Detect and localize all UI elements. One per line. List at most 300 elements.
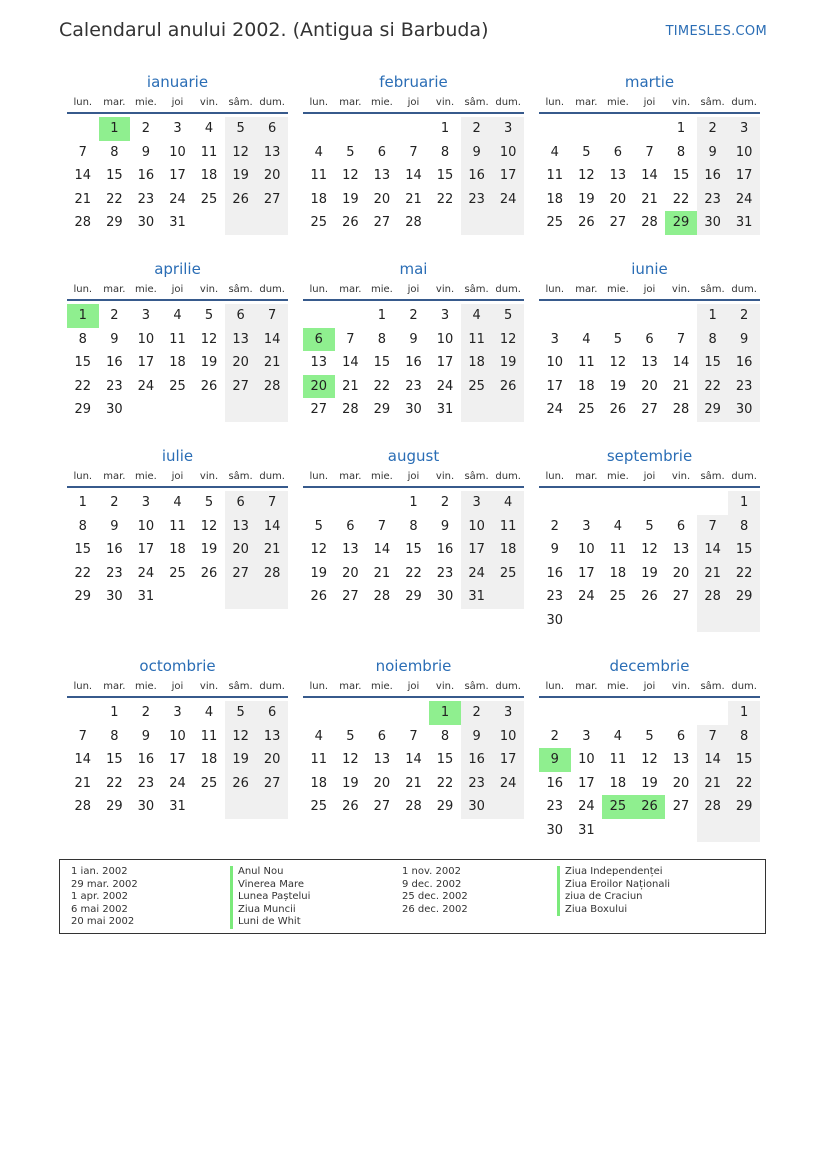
day-cell: 22: [373, 378, 391, 394]
day-cell: 8: [728, 515, 760, 539]
day-cell: 29: [728, 585, 760, 609]
day-cell: 9: [539, 748, 571, 772]
day-cell: 1: [67, 304, 99, 328]
day-cell: 3: [728, 117, 760, 141]
day-cell: 16: [137, 752, 155, 768]
day-cell: 18: [310, 191, 328, 207]
empty-cell: [256, 398, 288, 422]
day-cell: 7: [377, 518, 387, 534]
empty-cell: [366, 117, 398, 141]
day-cell: 17: [169, 752, 186, 768]
weekday-label: vin.: [199, 680, 219, 692]
day-cell: 19: [225, 748, 257, 772]
weekday-label: sâm.: [464, 96, 489, 108]
day-cell: 15: [436, 752, 454, 768]
day-cell: 13: [225, 328, 257, 352]
weekday-label: sâm.: [700, 470, 725, 482]
weekday-label: lun.: [545, 680, 565, 692]
weekday-label: mar.: [575, 283, 598, 295]
weekday-label: vin.: [199, 96, 219, 108]
day-cell: 10: [546, 355, 564, 371]
day-cell: 17: [137, 542, 155, 558]
day-cell: 7: [697, 515, 729, 539]
day-cell: 26: [578, 215, 595, 231]
day-cell: 15: [74, 542, 92, 558]
legend-date: 1 ian. 2002: [71, 866, 128, 877]
day-cell: 10: [728, 141, 760, 165]
day-cell: 2: [728, 304, 760, 328]
day-cell: 30: [106, 402, 123, 418]
weekday-label: mar.: [575, 680, 598, 692]
day-cell: 3: [582, 518, 591, 534]
day-cell: 12: [225, 725, 257, 749]
day-cell: 16: [461, 748, 493, 772]
day-cell: 6: [256, 701, 288, 725]
day-cell: 6: [613, 144, 623, 160]
day-cell: 20: [672, 775, 690, 791]
day-cell: 7: [346, 331, 355, 347]
weekday-label: sâm.: [464, 680, 489, 692]
empty-cell: [256, 795, 288, 819]
day-cell: 1: [99, 117, 131, 141]
day-cell: 29: [106, 799, 123, 815]
weekday-label: vin.: [199, 470, 219, 482]
day-cell: 19: [225, 164, 257, 188]
day-cell: 14: [342, 355, 359, 371]
weekday-label: lun.: [73, 680, 93, 692]
day-cell: 10: [492, 141, 524, 165]
day-cell: 9: [110, 518, 119, 534]
empty-cell: [571, 701, 603, 725]
day-cell: 2: [461, 117, 493, 141]
day-cell: 28: [256, 562, 288, 586]
legend-holiday-name: Ziua Muncii: [238, 903, 296, 915]
legend-dates-2: [402, 866, 468, 916]
empty-cell: [665, 701, 697, 725]
day-cell: 24: [436, 378, 454, 394]
month-februarie: [303, 72, 524, 235]
month-name: septembrie: [606, 447, 693, 465]
day-cell: 11: [609, 542, 627, 558]
day-cell: 17: [578, 565, 595, 581]
day-cell: 18: [310, 775, 328, 791]
legend-date: 6 mai 2002: [71, 903, 128, 915]
weekday-label: sâm.: [228, 470, 253, 482]
day-cell: 23: [106, 565, 123, 581]
month-august: [303, 446, 524, 609]
day-cell: 15: [697, 351, 729, 375]
day-grid: [67, 117, 288, 235]
day-grid: [303, 491, 524, 609]
day-cell: 6: [225, 304, 257, 328]
day-cell: 2: [141, 121, 151, 137]
empty-cell: [225, 795, 257, 819]
day-cell: 19: [609, 378, 627, 394]
weekday-label: lun.: [545, 96, 565, 108]
day-cell: 14: [256, 515, 288, 539]
weekday-label: joi: [407, 283, 420, 295]
empty-cell: [492, 795, 524, 819]
empty-cell: [492, 398, 524, 422]
day-cell: 27: [225, 375, 257, 399]
day-cell: 20: [373, 191, 391, 207]
day-cell: 7: [78, 728, 87, 744]
weekday-header: [67, 676, 288, 698]
weekday-label: mie.: [370, 470, 393, 482]
day-cell: 11: [609, 752, 627, 768]
weekday-label: mar.: [339, 680, 362, 692]
day-cell: 4: [204, 705, 214, 721]
holiday-legend: [59, 859, 766, 934]
weekday-label: vin.: [435, 283, 455, 295]
day-cell: 3: [492, 117, 524, 141]
day-cell: 19: [641, 565, 658, 581]
empty-cell: [303, 701, 335, 725]
day-cell: 26: [342, 215, 359, 231]
brand-logo[interactable]: TIMESLES.COM: [665, 24, 767, 39]
day-cell: 18: [492, 538, 524, 562]
day-grid: [539, 701, 760, 842]
day-cell: 14: [405, 168, 422, 184]
day-cell: 19: [492, 351, 524, 375]
month-noiembrie: [303, 656, 524, 819]
empty-cell: [193, 211, 225, 235]
weekday-header: [67, 92, 288, 114]
weekday-label: vin.: [435, 96, 455, 108]
day-cell: 6: [225, 491, 257, 515]
day-cell: 31: [137, 589, 155, 605]
day-cell: 22: [74, 378, 92, 394]
day-grid: [303, 701, 524, 819]
empty-cell: [665, 609, 697, 633]
empty-cell: [193, 795, 225, 819]
day-cell: 12: [578, 168, 595, 184]
day-cell: 9: [550, 542, 559, 558]
day-cell: 23: [436, 565, 454, 581]
weekday-header: [303, 676, 524, 698]
day-cell: 1: [110, 705, 119, 721]
weekday-label: lun.: [309, 680, 329, 692]
day-cell: 4: [461, 304, 493, 328]
month-aprilie: [67, 259, 288, 422]
weekday-label: joi: [643, 283, 656, 295]
day-cell: 16: [461, 164, 493, 188]
day-cell: 15: [106, 168, 123, 184]
day-grid: [67, 701, 288, 819]
weekday-header: [303, 466, 524, 488]
day-cell: 7: [645, 144, 654, 160]
day-cell: 29: [106, 215, 123, 231]
day-cell: 15: [728, 748, 760, 772]
day-cell: 30: [546, 822, 564, 838]
day-cell: 21: [373, 565, 391, 581]
weekday-label: mar.: [103, 680, 126, 692]
empty-cell: [602, 491, 634, 515]
day-cell: 27: [225, 562, 257, 586]
weekday-label: dum.: [259, 96, 285, 108]
day-cell: 17: [169, 168, 186, 184]
day-cell: 26: [225, 188, 257, 212]
weekday-label: lun.: [73, 96, 93, 108]
day-cell: 12: [641, 752, 658, 768]
day-cell: 27: [672, 799, 690, 815]
day-cell: 19: [310, 565, 328, 581]
day-cell: 24: [169, 775, 186, 791]
empty-cell: [193, 585, 225, 609]
day-cell: 18: [546, 191, 564, 207]
empty-cell: [602, 609, 634, 633]
weekday-label: mie.: [606, 470, 629, 482]
day-cell: 15: [405, 542, 422, 558]
day-cell: 20: [303, 375, 335, 399]
day-cell: 11: [546, 168, 564, 184]
legend-holiday-name: ziua de Craciun: [565, 891, 643, 903]
weekday-label: mie.: [370, 680, 393, 692]
day-cell: 24: [492, 188, 524, 212]
legend-date: 26 dec. 2002: [402, 903, 468, 915]
day-cell: 10: [461, 515, 493, 539]
day-cell: 27: [672, 589, 690, 605]
weekday-label: joi: [643, 470, 656, 482]
day-cell: 22: [672, 191, 690, 207]
day-cell: 16: [106, 355, 123, 371]
day-cell: 23: [461, 772, 493, 796]
day-grid: [539, 117, 760, 235]
day-cell: 30: [546, 612, 564, 628]
day-cell: 24: [137, 565, 155, 581]
empty-cell: [335, 117, 367, 141]
weekday-header: [539, 279, 760, 301]
legend-holiday-name: Ziua Boxului: [565, 903, 628, 915]
empty-cell: [665, 304, 697, 328]
legend-holiday-name: Vinerea Mare: [238, 878, 305, 890]
weekday-header: [67, 279, 288, 301]
weekday-label: sâm.: [228, 680, 253, 692]
day-cell: 11: [169, 331, 186, 347]
day-cell: 9: [440, 518, 450, 534]
weekday-label: joi: [643, 96, 656, 108]
day-cell: 14: [641, 168, 658, 184]
day-cell: 28: [697, 585, 729, 609]
day-cell: 28: [641, 215, 658, 231]
empty-cell: [130, 398, 162, 422]
day-cell: 11: [200, 728, 218, 744]
day-grid: [67, 304, 288, 422]
day-cell: 2: [110, 495, 119, 511]
empty-cell: [602, 819, 634, 843]
day-cell: 22: [74, 565, 92, 581]
day-cell: 27: [373, 799, 391, 815]
day-cell: 5: [492, 304, 524, 328]
empty-cell: [634, 117, 666, 141]
month-name: decembrie: [609, 657, 690, 675]
weekday-label: mie.: [134, 283, 157, 295]
day-cell: 8: [440, 728, 450, 744]
weekday-label: mie.: [134, 96, 157, 108]
day-cell: 4: [173, 495, 182, 511]
day-cell: 6: [676, 518, 686, 534]
day-cell: 5: [314, 518, 323, 534]
legend-names-1: [230, 866, 310, 929]
day-cell: 22: [728, 562, 760, 586]
day-cell: 15: [373, 355, 391, 371]
day-cell: 15: [672, 168, 690, 184]
day-cell: 16: [137, 168, 155, 184]
day-cell: 10: [578, 752, 595, 768]
day-cell: 29: [74, 402, 92, 418]
weekday-header: [67, 466, 288, 488]
day-cell: 5: [645, 518, 654, 534]
day-cell: 21: [405, 775, 422, 791]
weekday-label: dum.: [259, 470, 285, 482]
day-cell: 5: [582, 144, 591, 160]
day-cell: 18: [461, 351, 493, 375]
empty-cell: [335, 491, 367, 515]
day-cell: 5: [204, 308, 214, 324]
month-name: august: [387, 447, 440, 465]
weekday-label: lun.: [73, 470, 93, 482]
weekday-label: mie.: [370, 283, 393, 295]
weekday-label: sâm.: [700, 96, 725, 108]
day-cell: 24: [546, 402, 564, 418]
day-cell: 19: [200, 542, 218, 558]
day-cell: 16: [106, 542, 123, 558]
empty-cell: [697, 609, 729, 633]
day-cell: 5: [225, 117, 257, 141]
day-cell: 21: [672, 378, 690, 394]
day-cell: 5: [204, 495, 214, 511]
day-cell: 21: [697, 562, 729, 586]
day-cell: 2: [409, 308, 418, 324]
month-ianuarie: [67, 72, 288, 235]
empty-cell: [571, 609, 603, 633]
day-cell: 8: [78, 518, 87, 534]
day-cell: 3: [141, 308, 151, 324]
day-cell: 15: [106, 752, 123, 768]
day-cell: 25: [200, 775, 218, 791]
weekday-header: [539, 466, 760, 488]
day-cell: 18: [609, 775, 627, 791]
day-cell: 6: [303, 328, 335, 352]
day-cell: 26: [200, 565, 218, 581]
day-cell: 6: [377, 728, 387, 744]
day-cell: 21: [342, 378, 359, 394]
day-cell: 4: [582, 331, 591, 347]
day-grid: [539, 491, 760, 632]
weekday-label: mie.: [134, 680, 157, 692]
day-cell: 17: [137, 355, 155, 371]
weekday-label: mar.: [339, 96, 362, 108]
day-cell: 24: [137, 378, 155, 394]
weekday-label: mar.: [103, 470, 126, 482]
day-cell: 9: [409, 331, 418, 347]
legend-holiday-name: Lunea Paștelui: [238, 891, 311, 903]
day-cell: 26: [200, 378, 218, 394]
month-name: noiembrie: [375, 657, 452, 675]
day-cell: 4: [613, 728, 623, 744]
month-mai: [303, 259, 524, 422]
day-cell: 28: [405, 799, 422, 815]
day-cell: 1: [429, 701, 461, 725]
weekday-label: mie.: [134, 470, 157, 482]
day-cell: 18: [200, 168, 218, 184]
day-cell: 4: [314, 728, 323, 744]
empty-cell: [256, 585, 288, 609]
weekday-label: dum.: [731, 283, 757, 295]
legend-date: 25 dec. 2002: [402, 891, 468, 903]
month-name: martie: [624, 73, 675, 91]
day-cell: 9: [461, 725, 493, 749]
day-cell: 18: [169, 355, 186, 371]
day-cell: 25: [578, 402, 595, 418]
day-cell: 1: [409, 495, 418, 511]
day-cell: 22: [728, 772, 760, 796]
day-cell: 21: [74, 775, 92, 791]
empty-cell: [335, 304, 367, 328]
day-cell: 9: [697, 141, 729, 165]
day-cell: 12: [200, 518, 218, 534]
weekday-label: dum.: [731, 96, 757, 108]
day-cell: 21: [405, 191, 422, 207]
day-cell: 23: [461, 188, 493, 212]
empty-cell: [634, 701, 666, 725]
day-cell: 16: [546, 775, 564, 791]
day-cell: 4: [492, 491, 524, 515]
empty-cell: [366, 491, 398, 515]
empty-cell: [571, 117, 603, 141]
weekday-label: joi: [407, 470, 420, 482]
weekday-label: joi: [171, 283, 184, 295]
weekday-label: joi: [407, 96, 420, 108]
day-cell: 13: [641, 355, 658, 371]
day-cell: 2: [461, 701, 493, 725]
empty-cell: [303, 491, 335, 515]
day-cell: 3: [141, 495, 151, 511]
day-cell: 17: [492, 748, 524, 772]
day-cell: 2: [110, 308, 119, 324]
day-cell: 26: [492, 375, 524, 399]
day-cell: 14: [74, 168, 92, 184]
day-cell: 24: [578, 799, 595, 815]
weekday-label: lun.: [309, 96, 329, 108]
day-cell: 26: [310, 589, 328, 605]
day-cell: 24: [169, 191, 186, 207]
empty-cell: [225, 398, 257, 422]
weekday-label: mar.: [103, 283, 126, 295]
empty-cell: [728, 819, 760, 843]
weekday-label: joi: [171, 680, 184, 692]
day-cell: 4: [173, 308, 182, 324]
day-cell: 1: [728, 701, 760, 725]
day-cell: 11: [169, 518, 186, 534]
day-cell: 29: [728, 795, 760, 819]
empty-cell: [539, 117, 571, 141]
day-cell: 5: [645, 728, 654, 744]
day-cell: 20: [672, 565, 690, 581]
empty-cell: [728, 609, 760, 633]
day-cell: 15: [728, 538, 760, 562]
day-cell: 2: [697, 117, 729, 141]
day-cell: 10: [492, 725, 524, 749]
day-cell: 29: [373, 402, 391, 418]
weekday-label: sâm.: [464, 470, 489, 482]
day-cell: 4: [613, 518, 623, 534]
day-cell: 9: [141, 728, 151, 744]
day-cell: 18: [200, 752, 218, 768]
month-name: octombrie: [139, 657, 216, 675]
day-cell: 24: [578, 589, 595, 605]
day-cell: 12: [342, 752, 359, 768]
